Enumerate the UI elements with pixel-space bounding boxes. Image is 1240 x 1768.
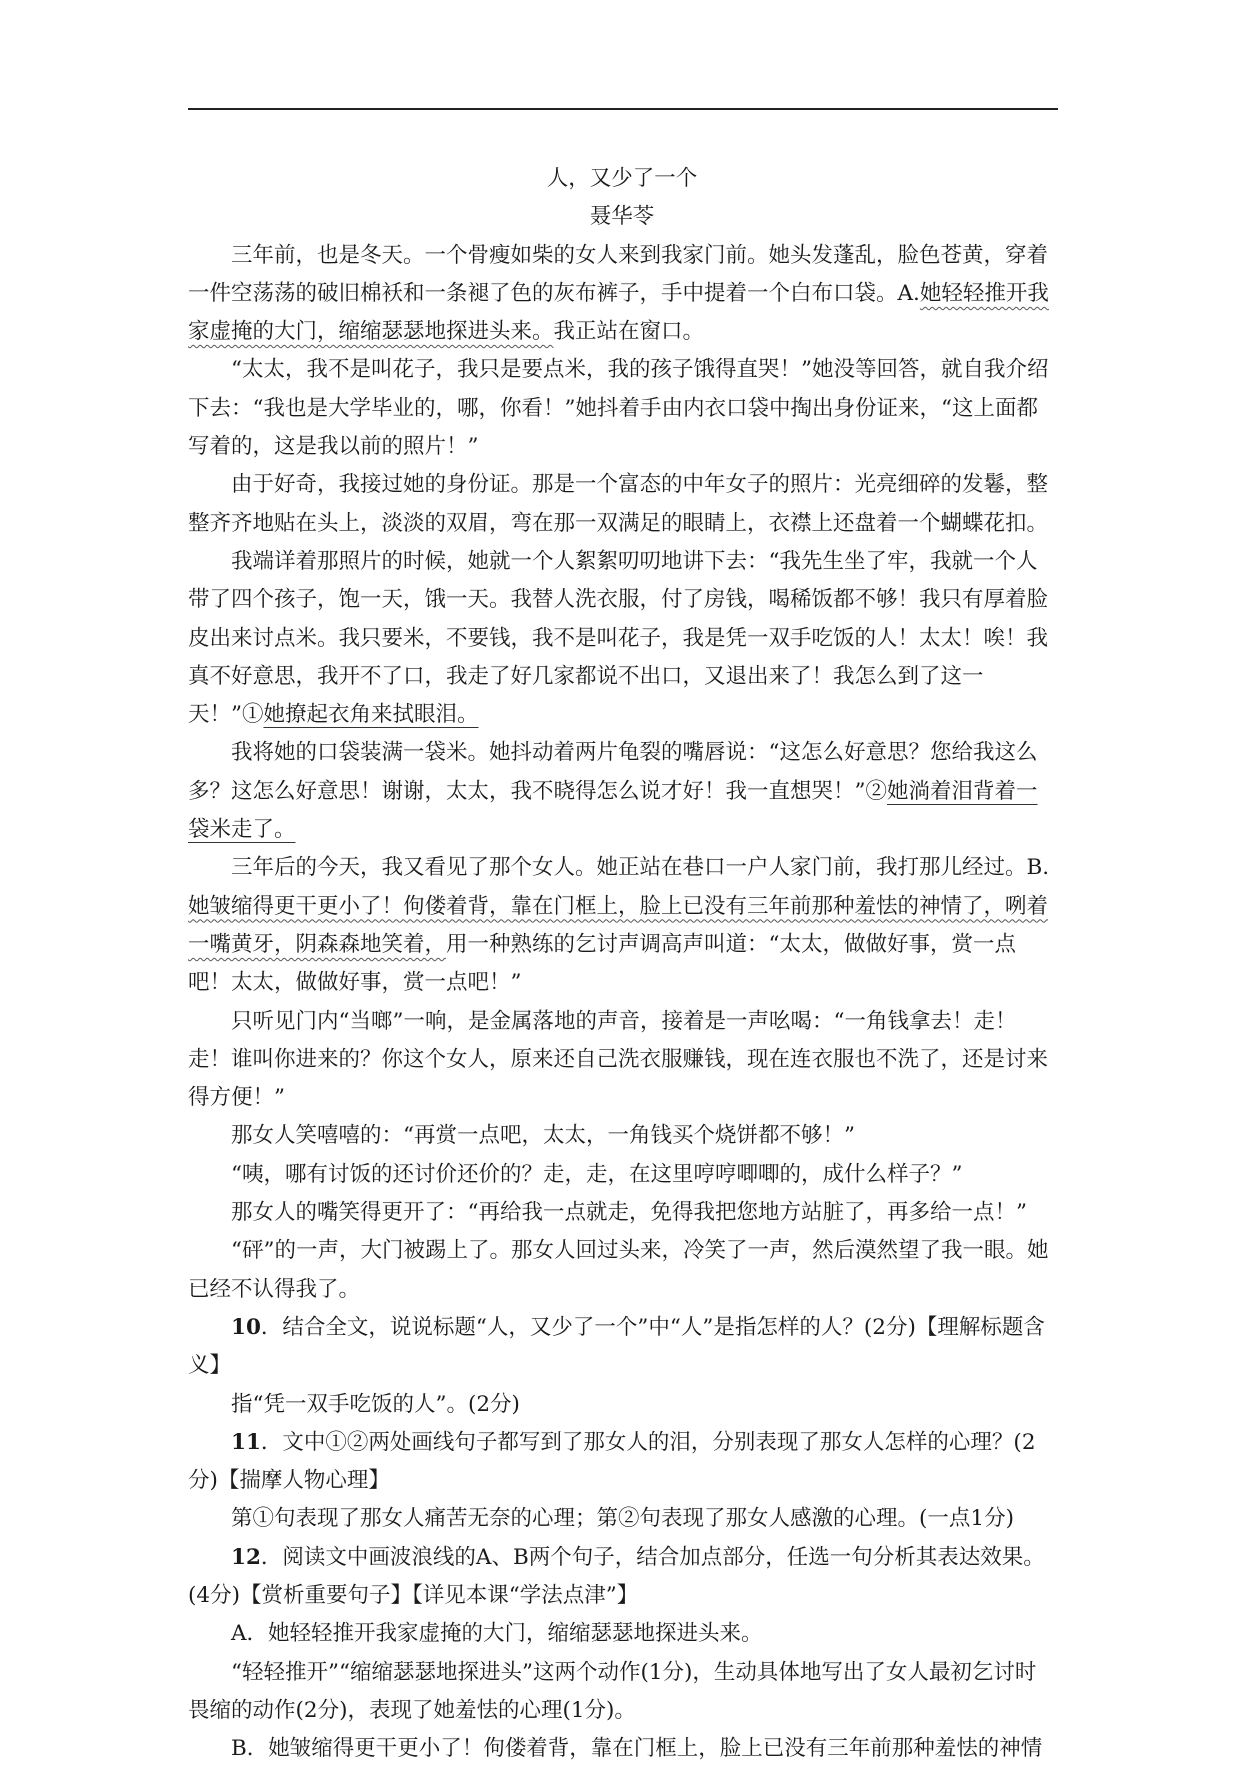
question-number: 12 [231, 1544, 261, 1570]
paragraph-8: 那女人笑嘻嘻的：“再赏一点吧，太太，一角钱买个烧饼都不够！” [231, 1123, 855, 1149]
paragraph-1: 三年前，也是冬天。一个骨瘦如柴的女人来到我家门前。她头发蓬乱，脸色苍黄，穿着一件空荡荡的破旧棉袄和一条褪了色的灰布裤子，手中提着一个白布口袋。A.她轻轻推开我家虚掩的大门，缩缩瑟瑟地探进头来。我正站在窗口。 [188, 242, 1049, 345]
paragraph-9: “咦，哪有讨饭的还讨价还价的？走，走，在这里哼哼唧唧的，成什么样子？” [231, 1161, 963, 1187]
paragraph-2: “太太，我不是叫花子，我只是要点米，我的孩子饿得直哭！”她没等回答，就自我介绍下去：“我也是大学毕业的，哪，你看！”她抖着手由内衣口袋中掏出身份证来，“这上面都写着的，这是我以前的照片！” [188, 357, 1049, 460]
paragraph-6: 三年后的今天，我又看见了那个女人。她正站在巷口一户人家门前，我打那儿经过。B.她皱缩得更干更小了！佝偻着背，靠在门框上，脸上已没有三年前那种羞怯的神情了，咧着一嘴黄牙，阴森森地笑着，用一种熟练的乞讨声调高声叫道：“太太，做做好事，赏一点吧！太太，做做好事，赏一点吧！” [188, 855, 1050, 996]
question-11: 11．文中①②两处画线句子都写到了那女人的泪，分别表现了那女人怎样的心理？(2分)【揣摩人物心理】 [188, 1429, 1036, 1494]
paragraph-3: 由于好奇，我接过她的身份证。那是一个富态的中年女子的照片：光亮细碎的发鬈，整整齐齐地贴在头上，淡淡的双眉，弯在那一双满足的眼睛上，衣襟上还盘着一个蝴蝶花扣。 [188, 472, 1049, 536]
answer-12-b: B．她皱缩得更干更小了！佝偻着背，靠在门框上，脸上已没有三年前那种羞怯的神情 [231, 1736, 1043, 1762]
paragraph-7: 只听见门内“当啷”一响，是金属落地的声音，接着是一声吆喝：“一角钱拿去！走！走！谁叫你进来的？你这个女人，原来还自己洗衣服赚钱，现在连衣服也不洗了，还是讨来得方便！” [188, 1008, 1049, 1111]
paragraph-4: 我端详着那照片的时候，她就一个人絮絮叨叨地讲下去：“我先生坐了牢，我就一个人带了四个孩子，饱一天，饿一天。我替人洗衣服，付了房钱，喝稀饭都不够！我只有厚着脸皮出来讨点米。我只要米，不要钱，我不是叫花子，我是凭一双手吃饭的人！太太！唉！我真不好意思，我开不了口，我走了好几家都说不出口，又退出来了！我怎么到了这一天！”①她撩起衣角来拭眼泪。 [188, 548, 1049, 728]
document-page [188, 160, 1056, 1768]
underlined-sentence-2: 她淌着泪背着一袋米走了。 [188, 778, 1038, 843]
underlined-sentence-1: 她撩起衣角来拭眼泪。 [263, 702, 479, 728]
paragraph-11: “砰”的一声，大门被踢上了。那女人回过头来，冷笑了一声，然后漠然望了我一眼。她已经不认得我了。 [188, 1238, 1049, 1302]
top-rule [188, 108, 1058, 110]
answer-10: 指“凭一双手吃饭的人”。(2分) [231, 1391, 520, 1417]
wavy-sentence-a: 她轻轻推开我家虚掩的大门，缩缩瑟瑟地探进头来。 [188, 280, 1049, 345]
question-number: 10 [231, 1314, 261, 1340]
question-number: 11 [231, 1429, 261, 1455]
wavy-sentence-b: 她皱缩得更干更小了！佝偻着背，靠在门框上，脸上已没有三年前那种羞怯的神情了，咧着一嘴黄牙，阴森森地笑着， [188, 893, 1049, 957]
answer-12-a: A．她轻轻推开我家虚掩的大门，缩缩瑟瑟地探进头来。 [231, 1621, 763, 1647]
article-author: 聂华苓 [589, 204, 655, 230]
paragraph-10: 那女人的嘴笑得更开了：“再给我一点就走，免得我把您地方站脏了，再多给一点！” [231, 1200, 1027, 1226]
article-title: 人，又少了一个 [546, 166, 698, 191]
answer-11: 第①句表现了那女人痛苦无奈的心理；第②句表现了那女人感激的心理。(一点1分) [231, 1506, 1014, 1532]
question-12: 12．阅读文中画波浪线的A、B两个句子，结合加点部分，任选一句分析其表达效果。(4分)【赏析重要句子】【详见本课“学法点津”】 [188, 1544, 1045, 1608]
paragraph-5: 我将她的口袋装满一袋米。她抖动着两片龟裂的嘴唇说：“这怎么好意思？您给我这么多？这怎么好意思！谢谢，太太，我不晓得怎么说才好！我一直想哭！”②她淌着泪背着一袋米走了。 [188, 740, 1038, 843]
question-10: 10．结合全文，说说标题“人，又少了一个”中“人”是指怎样的人？(2分)【理解标题含义】 [188, 1314, 1045, 1379]
analysis-a: “轻轻推开”“缩缩瑟瑟地探进头”这两个动作(1分)，生动具体地写出了女人最初乞讨时畏缩的动作(2分)，表现了她羞怯的心理(1分)。 [188, 1659, 1037, 1723]
